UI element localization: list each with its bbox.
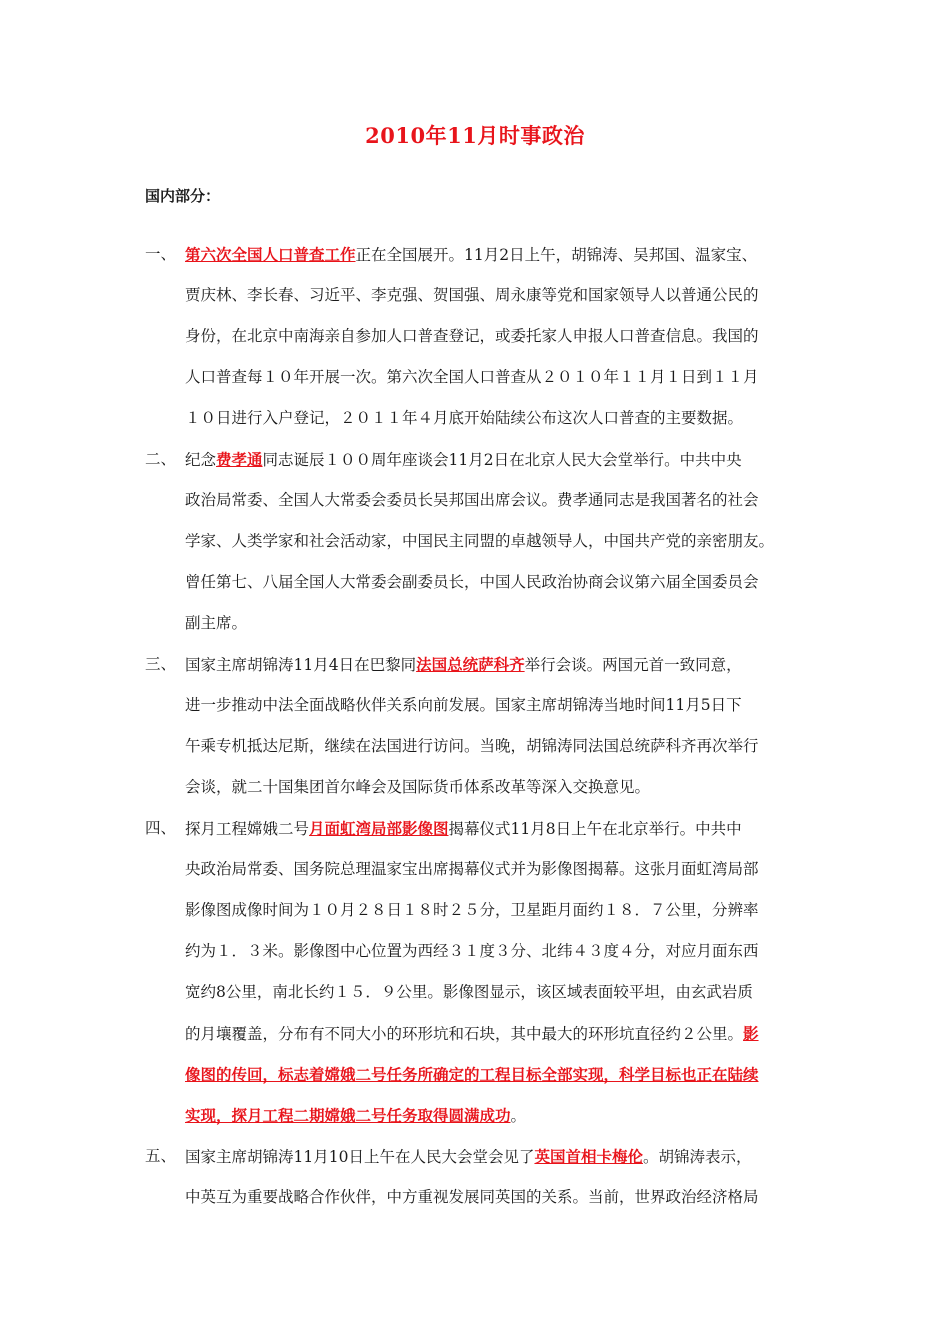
text-segment: 人口普查每１０年开展一次。第六次全国人口普查从２０１０年１１月１日到１１月 — [185, 368, 759, 386]
text-segment: 影像图成像时间为１０月２８日１８时２５分，卫星距月面约１８．７公里，分辨率 — [185, 901, 759, 919]
text-line — [185, 562, 825, 603]
text-segment: 国家主席胡锦涛11月4日在巴黎同 — [185, 656, 417, 674]
text-line — [185, 521, 825, 562]
text-segment: 约为１．３米。影像图中心位置为西经３１度３分、北纬４３度４分，对应月面东西 — [185, 942, 759, 960]
highlighted-keyword: 费孝通 — [216, 450, 263, 469]
text-segment: 曾任第七、八届全国人大常委会副委员长，中国人民政治协商会议第六届全国委员会 — [185, 573, 759, 591]
highlighted-keyword: 法国总统萨科齐 — [416, 655, 525, 674]
highlighted-keyword: 月面虹湾局部影像图 — [309, 819, 449, 838]
highlighted-keyword: 影 — [743, 1024, 759, 1043]
item-body — [185, 808, 825, 1136]
text-segment: 贾庆林、李长春、习近平、李克强、贺国强、周永康等党和国家领导人以普通公民的 — [185, 286, 759, 304]
text-segment: 举行会谈。两国元首一致同意， — [524, 656, 742, 674]
text-line — [185, 1013, 825, 1054]
text-segment: 身份，在北京中南海亲自参加人口普查登记，或委托家人申报人口普查信息。我国的 — [185, 327, 759, 345]
text-line — [185, 685, 825, 726]
text-segment: １０日进行入户登记，２０１１年４月底开始陆续公布这次人口普查的主要数据。 — [185, 409, 744, 427]
highlighted-keyword: 实现，探月工程二期嫦娥二号任务取得圆满成功 — [185, 1106, 511, 1125]
text-segment: 中英互为重要战略合作伙伴，中方重视发展同英国的关系。当前，世界政治经济格局 — [185, 1188, 759, 1206]
text-segment: 政治局常委、全国人大常委会委员长吴邦国出席会议。费孝通同志是我国著名的社会 — [185, 491, 759, 509]
text-line — [185, 849, 825, 890]
text-segment: 的月壤覆盖，分布有不同大小的环形坑和石块，其中最大的环形坑直径约２公里。 — [185, 1025, 744, 1043]
text-segment: 会谈，就二十国集团首尔峰会及国际货币体系改革等深入交换意见。 — [185, 778, 651, 796]
text-line — [185, 1136, 825, 1177]
text-segment: 进一步推动中法全面战略伙伴关系向前发展。国家主席胡锦涛当地时间11月5日下 — [185, 696, 742, 714]
text-segment: 同志诞辰１００周年座谈会11月2日在北京人民大会堂举行。中共中央 — [262, 451, 742, 469]
text-line — [185, 808, 825, 849]
text-line — [185, 398, 825, 439]
text-line — [185, 726, 825, 767]
list-item — [145, 234, 825, 439]
list-item — [145, 439, 825, 644]
list-item — [145, 808, 825, 1136]
text-line — [185, 275, 825, 316]
text-line — [185, 1054, 825, 1095]
text-segment: 揭幕仪式11月8日上午在北京举行。中共中 — [448, 820, 742, 838]
text-line — [185, 480, 825, 521]
text-segment: 。 — [510, 1107, 527, 1125]
text-line — [185, 357, 825, 398]
item-body — [185, 234, 825, 439]
item-body — [185, 439, 825, 644]
text-line — [185, 767, 825, 808]
text-line — [185, 1177, 825, 1218]
text-segment: 探月工程嫦娥二号 — [185, 820, 310, 838]
section-heading: 国内部分： — [145, 187, 221, 205]
text-line — [185, 931, 825, 972]
item-number: 四、 — [145, 819, 177, 837]
item-body — [185, 1136, 825, 1218]
text-line — [185, 316, 825, 357]
text-line — [185, 234, 825, 275]
item-body — [185, 644, 825, 808]
text-segment: 学家、人类学家和社会活动家，中国民主同盟的卓越领导人，中国共产党的亲密朋友。 — [185, 532, 775, 550]
highlighted-keyword: 英国首相卡梅伦 — [534, 1147, 643, 1166]
page-title: 2010年11月时事政治 — [365, 123, 585, 148]
list-item — [145, 1136, 825, 1218]
text-segment: 午乘专机抵达尼斯，继续在法国进行访问。当晚，胡锦涛同法国总统萨科齐再次举行 — [185, 737, 759, 755]
item-number: 一、 — [145, 245, 177, 263]
text-segment: 。胡锦涛表示， — [642, 1148, 752, 1166]
list-item — [145, 644, 825, 808]
text-line — [185, 890, 825, 931]
text-line — [185, 644, 825, 685]
text-segment: 央政治局常委、国务院总理温家宝出席揭幕仪式并为影像图揭幕。这张月面虹湾局部 — [185, 860, 759, 878]
highlighted-keyword: 像图的传回，标志着嫦娥二号任务所确定的工程目标全部实现，科学目标也正在陆续 — [185, 1065, 759, 1084]
item-number: 三、 — [145, 655, 177, 673]
highlighted-keyword: 第六次全国人口普查工作 — [185, 245, 356, 264]
text-line — [185, 439, 825, 480]
text-line — [185, 972, 825, 1013]
item-number: 五、 — [145, 1147, 177, 1165]
item-number: 二、 — [145, 450, 177, 468]
text-segment: 副主席。 — [185, 614, 248, 632]
text-segment: 国家主席胡锦涛11月10日上午在人民大会堂会见了 — [185, 1148, 535, 1166]
text-line — [185, 1095, 825, 1136]
text-segment: 纪念 — [185, 451, 217, 469]
text-segment: 正在全国展开。11月2日上午，胡锦涛、吴邦国、温家宝、 — [355, 246, 758, 264]
text-line — [185, 603, 825, 644]
text-segment: 宽约8公里，南北长约１５．９公里。影像图显示，该区域表面较平坦，由玄武岩质 — [185, 983, 753, 1001]
